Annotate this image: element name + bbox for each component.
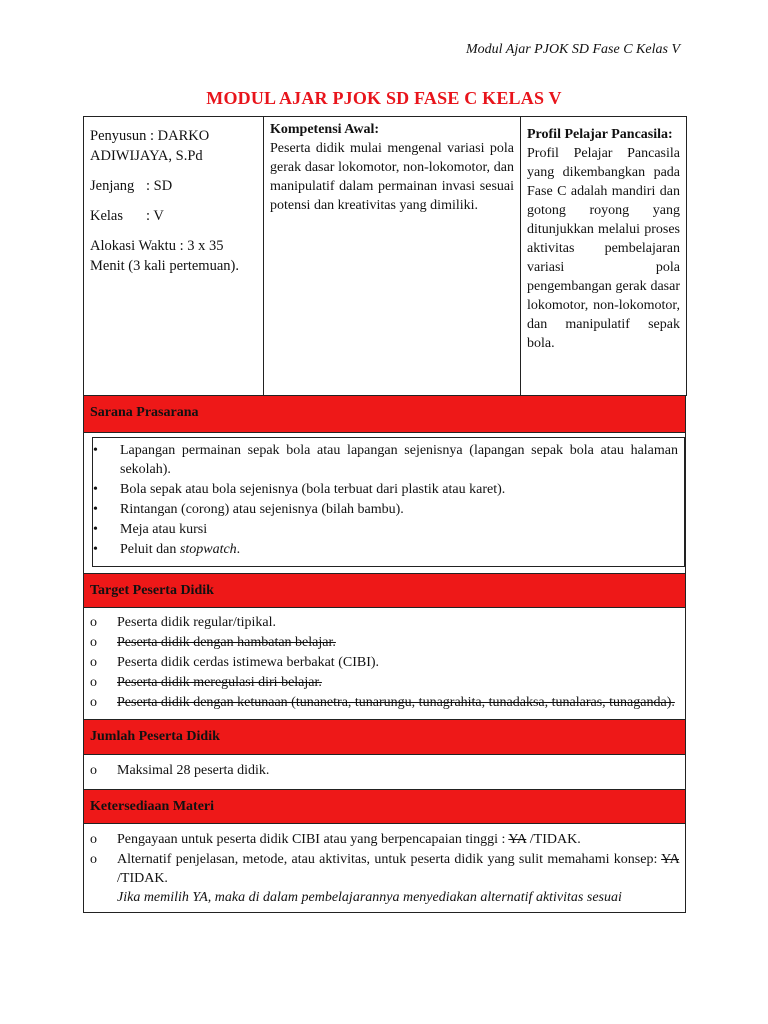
sarana-list xyxy=(93,441,678,559)
bullet-marker: • xyxy=(93,482,98,497)
list-item-struck xyxy=(90,633,679,652)
profil-cell xyxy=(521,117,687,396)
sarana-section xyxy=(83,396,686,913)
list-item xyxy=(90,830,679,849)
circle-marker: o xyxy=(90,852,97,867)
circle-marker: o xyxy=(90,635,97,650)
bullet-marker: • xyxy=(93,522,98,537)
materi-box xyxy=(84,824,685,912)
target-list xyxy=(90,613,679,712)
list-item-struck xyxy=(90,693,679,712)
list-item xyxy=(90,850,679,907)
target-list-box xyxy=(84,608,685,719)
kelas-label: Kelas xyxy=(90,208,124,224)
document-title: MODUL AJAR PJOK SD FASE C KELAS V xyxy=(206,88,562,108)
running-header: Modul Ajar PJOK SD Fase C Kelas V xyxy=(465,42,680,57)
materi-heading: Ketersediaan Materi xyxy=(84,789,685,824)
list-item-text: Peserta didik cerdas istimewa berbakat (CIBI). xyxy=(117,655,380,670)
circle-marker: o xyxy=(90,695,97,710)
sarana-list-box xyxy=(92,437,685,567)
circle-marker: o xyxy=(90,675,97,690)
list-item-text: Alternatif penjelasan, metode, atau aktivitas, untuk peserta didik yang sulit memahami konsep: xyxy=(117,852,662,867)
list-item-text: Meja atau kursi xyxy=(120,522,208,537)
kelas-line xyxy=(90,206,257,226)
identity-table xyxy=(83,116,687,396)
identity-cell xyxy=(84,117,264,396)
kompetensi-heading: Kompetensi Awal: xyxy=(270,122,380,137)
circle-marker: o xyxy=(90,832,97,847)
target-heading: Target Peserta Didik xyxy=(84,573,685,608)
profil-heading: Profil Pelajar Pancasila: xyxy=(527,127,673,142)
note-text: Jika memilih YA, maka di dalam pembelajarannya menyediakan alternatif aktivitas sesuai xyxy=(117,890,622,905)
jenjang-line xyxy=(90,176,257,196)
ya-option-struck: YA xyxy=(508,832,527,847)
penyusun-text: Penyusun : DARKO ADIWIJAYA, S.Pd xyxy=(90,128,210,164)
sarana-heading: Sarana Prasarana xyxy=(84,396,685,433)
list-item xyxy=(93,441,678,479)
kompetensi-cell xyxy=(264,117,521,396)
jenjang-label: Jenjang xyxy=(90,178,135,194)
list-item-text: Peluit dan xyxy=(120,542,180,557)
circle-marker: o xyxy=(90,615,97,630)
list-item-text: Lapangan permainan sepak bola atau lapangan sejenisnya (lapangan sepak bola atau halaman sekolah). xyxy=(120,443,678,477)
list-item-text: Pengayaan untuk peserta didik CIBI atau yang berpencapaian tinggi : xyxy=(117,832,509,847)
list-item xyxy=(93,540,678,559)
list-item-text: Bola sepak atau bola sejenisnya (bola terbuat dari plastik atau karet). xyxy=(120,482,506,497)
jumlah-box xyxy=(84,755,685,789)
list-item-text: Peserta didik meregulasi diri belajar. xyxy=(117,675,322,690)
circle-marker: o xyxy=(90,763,97,778)
materi-list xyxy=(90,830,679,907)
list-item xyxy=(90,653,679,672)
bullet-marker: • xyxy=(93,542,98,557)
list-item xyxy=(93,500,678,519)
list-item-text: Maksimal 28 peserta didik. xyxy=(117,763,270,778)
ya-option-struck: YA xyxy=(661,852,679,867)
module-table xyxy=(83,116,686,913)
alokasi-text: Alokasi Waktu : 3 x 35 Menit (3 kali pertemuan). xyxy=(90,238,239,274)
list-item xyxy=(90,761,679,780)
jumlah-list xyxy=(90,761,679,780)
page-cut-line xyxy=(84,912,685,913)
list-item-text: Peserta didik regular/tipikal. xyxy=(117,615,277,630)
tidak-option: /TIDAK. xyxy=(526,832,581,847)
kelas-value: : V xyxy=(146,208,164,224)
circle-marker: o xyxy=(90,655,97,670)
list-item-text: Rintangan (corong) atau sejenisnya (bilah bambu). xyxy=(120,502,404,517)
list-item-text: Peserta didik dengan hambatan belajar. xyxy=(117,635,336,650)
list-item-struck xyxy=(90,673,679,692)
kompetensi-text: Peserta didik mulai mengenal variasi pola gerak dasar lokomotor, non-lokomotor, dan manipulatif dalam permainan invasi sesuai potensi dan kreativitas yang dimiliki. xyxy=(270,141,514,213)
jumlah-heading: Jumlah Peserta Didik xyxy=(84,719,685,755)
bullet-marker: • xyxy=(93,502,98,517)
tidak-option: /TIDAK. xyxy=(117,871,168,886)
stopwatch-text: stopwatch xyxy=(179,542,237,557)
list-item xyxy=(93,520,678,539)
profil-text: Profil Pelajar Pancasila yang dikembangkan pada Fase C adalah mandiri dan gotong royong yang ditunjukkan melalui proses aktivitas pembelajaran variasi pola pengembangan gerak dasar lokomotor, non-lokomotor, dan manipulatif sepak bola. xyxy=(527,146,680,351)
list-item xyxy=(90,613,679,632)
list-item xyxy=(93,480,678,499)
list-item-text: Peserta didik dengan ketunaan (tunanetra, tunarungu, tunagrahita, tunadaksa, tunalaras, tunaganda). xyxy=(117,695,675,710)
list-item-text: . xyxy=(236,542,241,557)
bullet-marker: • xyxy=(93,443,98,458)
jenjang-value: : SD xyxy=(146,178,173,194)
